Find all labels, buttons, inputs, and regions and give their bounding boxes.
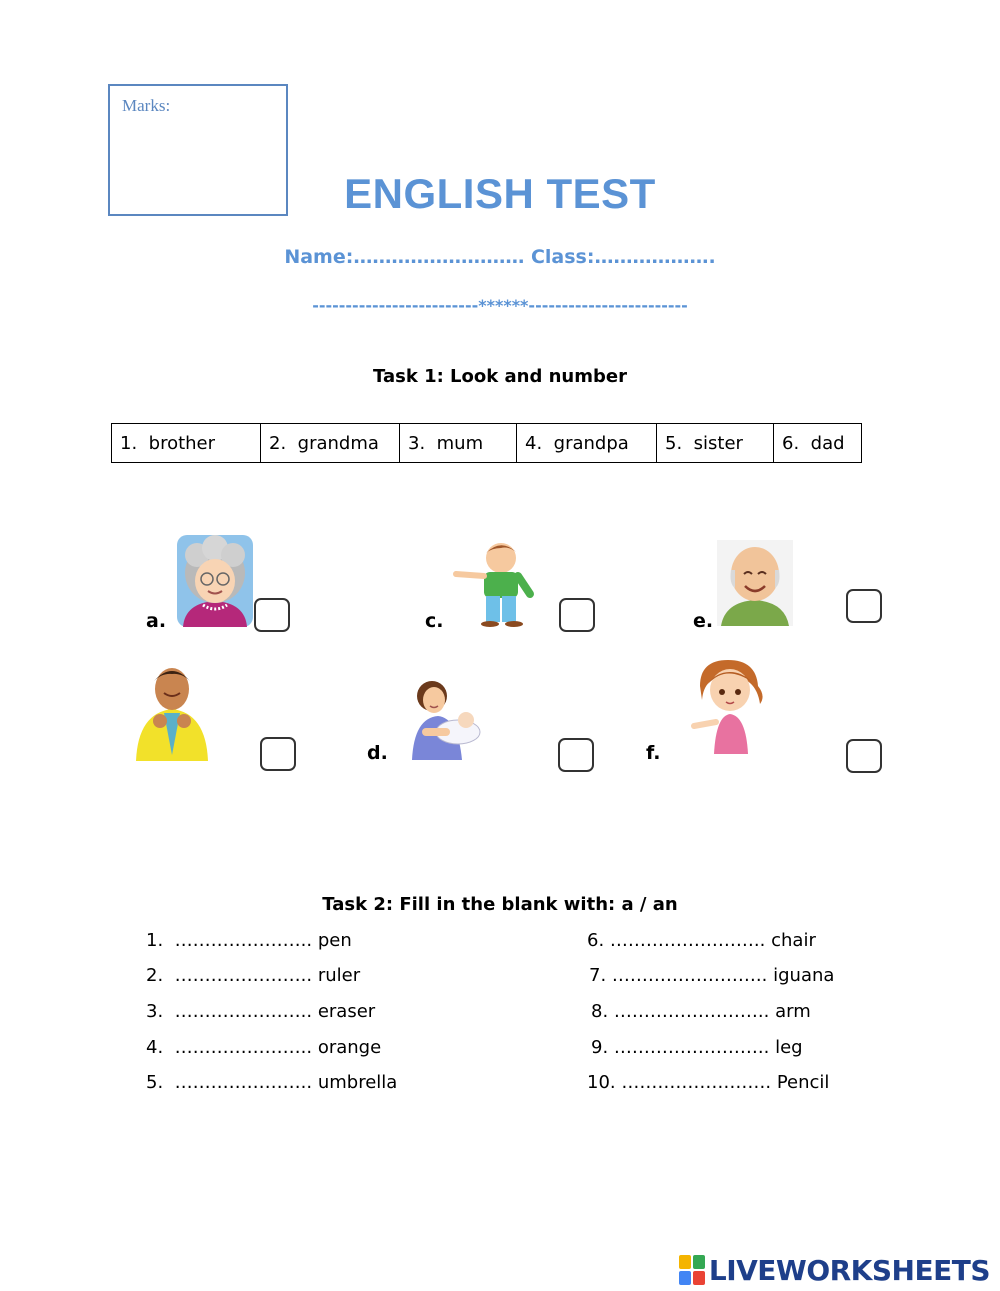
answer-box-f[interactable] (846, 739, 882, 773)
word-cell: 4. grandpa (517, 424, 657, 463)
liveworksheets-logo[interactable] (679, 1253, 990, 1287)
fill-item-10[interactable]: 10. ……………………. Pencil (587, 1072, 830, 1093)
grandma-icon (175, 533, 255, 629)
word-cell: 3. mum (400, 424, 517, 463)
fill-item-1[interactable]: 1. ………………….. pen (146, 930, 352, 951)
dad-icon (132, 663, 212, 761)
fill-item-2[interactable]: 2. ………………….. ruler (146, 965, 361, 986)
name-class-line: Name:……………………… Class:………………. (284, 246, 716, 268)
picture-label-d: d. (367, 742, 388, 764)
mum-icon (408, 676, 490, 760)
word-cell: 2. grandma (261, 424, 400, 463)
picture-label-e: e. (693, 610, 714, 632)
fill-item-3[interactable]: 3. ………………….. eraser (146, 1001, 376, 1022)
picture-label-f: f. (646, 742, 661, 764)
fill-item-5[interactable]: 5. ………………….. umbrella (146, 1072, 398, 1093)
word-table (111, 423, 862, 463)
fill-item-8[interactable]: 8. …………………….. arm (591, 1001, 811, 1022)
marks-label: Marks: (122, 96, 171, 115)
answer-box-dad[interactable] (260, 737, 296, 771)
fill-item-4[interactable]: 4. ………………….. orange (146, 1037, 382, 1058)
answer-box-d[interactable] (558, 738, 594, 772)
divider-line: -------------------------******------------------------ (312, 296, 688, 315)
picture-label-a: a. (146, 610, 167, 632)
fill-item-6[interactable]: 6. …………………….. chair (587, 930, 816, 951)
answer-box-c[interactable] (559, 598, 595, 632)
picture-label-c: c. (425, 610, 444, 632)
fill-item-7[interactable]: 7. …………………….. iguana (589, 965, 835, 986)
fill-item-9[interactable]: 9. …………………….. leg (591, 1037, 803, 1058)
grandpa-icon (717, 540, 793, 626)
task1-title: Task 1: Look and number (373, 366, 627, 387)
liveworksheets-logo-icon (679, 1255, 705, 1285)
task2-title: Task 2: Fill in the blank with: a / an (322, 894, 678, 915)
word-cell: 5. sister (657, 424, 774, 463)
sister-icon (686, 656, 772, 756)
logo-text: LIVEWORKSHEETS (708, 1253, 990, 1287)
brother-icon (446, 538, 536, 628)
word-cell: 6. dad (774, 424, 862, 463)
answer-box-a[interactable] (254, 598, 290, 632)
page-title: ENGLISH TEST (344, 170, 656, 217)
word-cell: 1. brother (112, 424, 261, 463)
answer-box-e[interactable] (846, 589, 882, 623)
